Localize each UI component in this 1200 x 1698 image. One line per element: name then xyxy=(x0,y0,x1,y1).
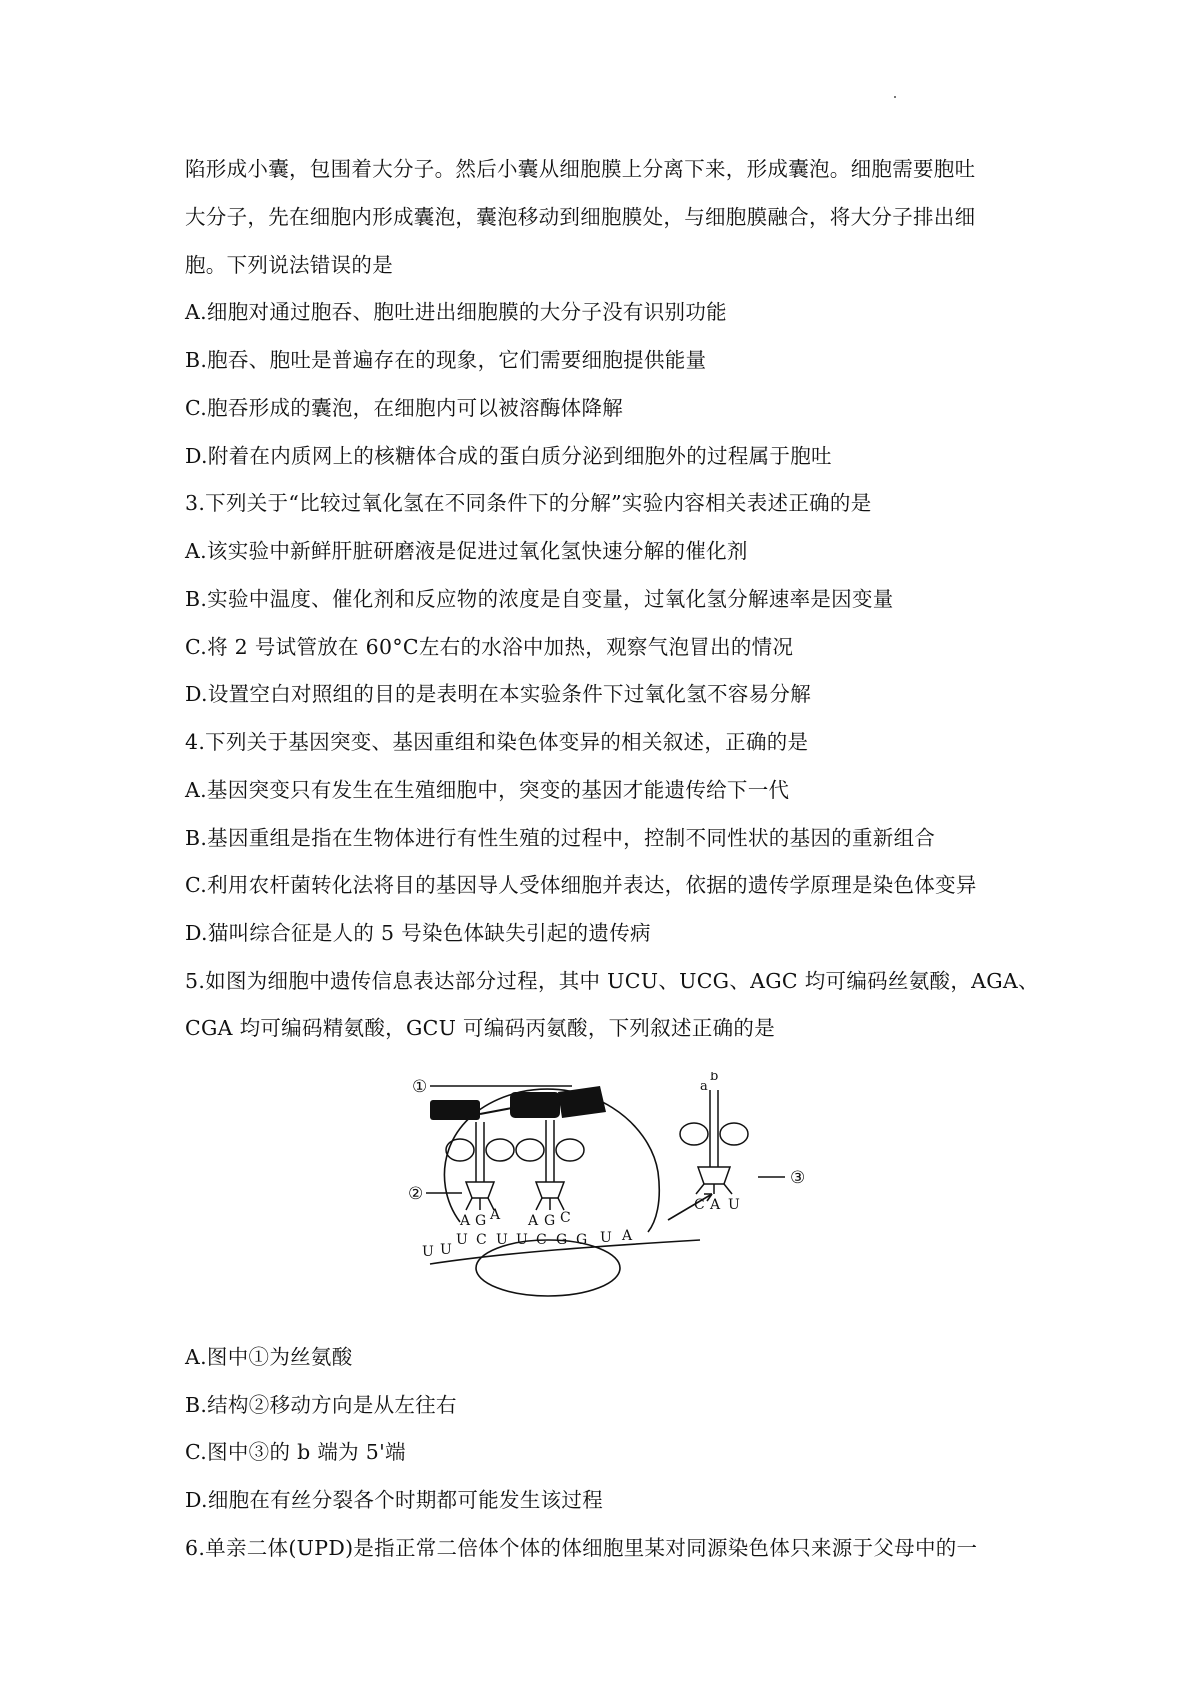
q3-stem: 3.下列关于“比较过氧化氢在不同条件下的分解”实验内容相关表述正确的是 xyxy=(185,491,872,515)
translation-figure xyxy=(400,1072,1040,1326)
mrna-base-7: C xyxy=(536,1232,547,1248)
mrna-base-6: U xyxy=(516,1232,528,1248)
q5-option-a: A.图中①为丝氨酸 xyxy=(185,1345,353,1369)
q3-option-c: C.将 2 号试管放在 60°C左右的水浴中加热，观察气泡冒出的情况 xyxy=(185,635,794,659)
trna-released xyxy=(680,1090,748,1194)
label-1: ① xyxy=(412,1077,428,1097)
q3-option-b: B.实验中温度、催化剂和反应物的浓度是自变量，过氧化氢分解速率是因变量 xyxy=(185,587,894,611)
mrna-base-2: U xyxy=(440,1242,452,1258)
q5-option-c: C.图中③的 b 端为 5'端 xyxy=(185,1440,406,1464)
q5-stem-line-1: 5.如图为细胞中遗传信息表达部分过程，其中 UCU、UCG、AGC 均可编码丝氨酸，AGA、 xyxy=(185,969,1039,993)
q4-option-d: D.猫叫综合征是人的 5 号染色体缺失引起的遗传病 xyxy=(185,921,651,945)
q4-stem: 4.下列关于基因突变、基因重组和染色体变异的相关叙述，正确的是 xyxy=(185,730,809,754)
anticodon-right-3: U xyxy=(728,1197,740,1213)
q5-option-d: D.细胞在有丝分裂各个时期都可能发生该过程 xyxy=(185,1488,604,1512)
release-arrow xyxy=(668,1194,712,1220)
translation-diagram xyxy=(400,1072,1040,1322)
anticodon-right-1: C xyxy=(694,1197,705,1213)
label-3: ③ xyxy=(790,1168,806,1188)
anticodon-right-2: A xyxy=(710,1197,721,1213)
peptide-bond-1 xyxy=(480,1108,512,1114)
amino-acid-block-2 xyxy=(510,1092,560,1118)
q4-option-c: C.利用农杆菌转化法将目的基因导人受体细胞并表达，依据的遗传学原理是染色体变异 xyxy=(185,873,977,897)
anticodon-left-3: A xyxy=(490,1207,501,1223)
anticodon-left-2: G xyxy=(475,1213,487,1229)
q4-option-a: A.基因突变只有发生在生殖细胞中，突变的基因才能遗传给下一代 xyxy=(185,778,790,802)
ribosome-small-subunit xyxy=(476,1240,620,1296)
mrna-base-4: C xyxy=(476,1232,487,1248)
label-2: ② xyxy=(408,1184,424,1204)
mrna-base-3: U xyxy=(456,1232,468,1248)
anticodon-left-1: A xyxy=(460,1213,471,1229)
q2-option-a: A.细胞对通过胞吞、胞吐进出细胞膜的大分子没有识别功能 xyxy=(185,300,727,324)
q2-option-d: D.附着在内质网上的核糖体合成的蛋白质分泌到细胞外的过程属于胞吐 xyxy=(185,444,832,468)
intro-line-1: 陷形成小囊，包围着大分子。然后小囊从细胞膜上分离下来，形成囊泡。细胞需要胞吐 xyxy=(185,157,976,181)
label-b: b xyxy=(710,1072,719,1084)
q3-option-a: A.该实验中新鲜肝脏研磨液是促进过氧化氢快速分解的催化剂 xyxy=(185,539,748,563)
mrna-base-8: G xyxy=(556,1232,568,1248)
mrna-base-9: G xyxy=(576,1232,588,1248)
label-a: a xyxy=(700,1079,708,1094)
anticodon-mid-1: A xyxy=(528,1213,539,1229)
q6-stem-line-1: 6.单亲二体(UPD)是指正常二倍体个体的体细胞里某对同源染色体只来源于父母中的一 xyxy=(185,1536,978,1560)
intro-line-3: 胞。下列说法错误的是 xyxy=(185,253,393,277)
intro-line-2: 大分子，先在细胞内形成囊泡，囊泡移动到细胞膜处，与细胞膜融合，将大分子排出细 xyxy=(185,205,976,229)
mrna-base-5: U xyxy=(496,1232,508,1248)
amino-acid-block-1 xyxy=(430,1100,480,1120)
q3-option-d: D.设置空白对照组的目的是表明在本实验条件下过氧化氢不容易分解 xyxy=(185,682,812,706)
q5-option-b: B.结构②移动方向是从左往右 xyxy=(185,1393,457,1417)
q2-option-c: C.胞吞形成的囊泡，在细胞内可以被溶酶体降解 xyxy=(185,396,624,420)
mrna-base-10: U xyxy=(600,1230,612,1246)
mrna-base-1: U xyxy=(422,1244,434,1260)
anticodon-mid-3: C xyxy=(560,1210,571,1226)
mrna-base-11: A xyxy=(622,1228,633,1244)
q4-option-b: B.基因重组是指在生物体进行有性生殖的过程中，控制不同性状的基因的重新组合 xyxy=(185,826,936,850)
q5-stem-line-2: CGA 均可编码精氨酸，GCU 可编码丙氨酸，下列叙述正确的是 xyxy=(185,1016,776,1040)
anticodon-mid-2: G xyxy=(544,1213,556,1229)
scan-speck xyxy=(894,96,896,98)
trna-middle xyxy=(516,1120,584,1210)
q2-option-b: B.胞吞、胞吐是普遍存在的现象，它们需要细胞提供能量 xyxy=(185,348,707,372)
